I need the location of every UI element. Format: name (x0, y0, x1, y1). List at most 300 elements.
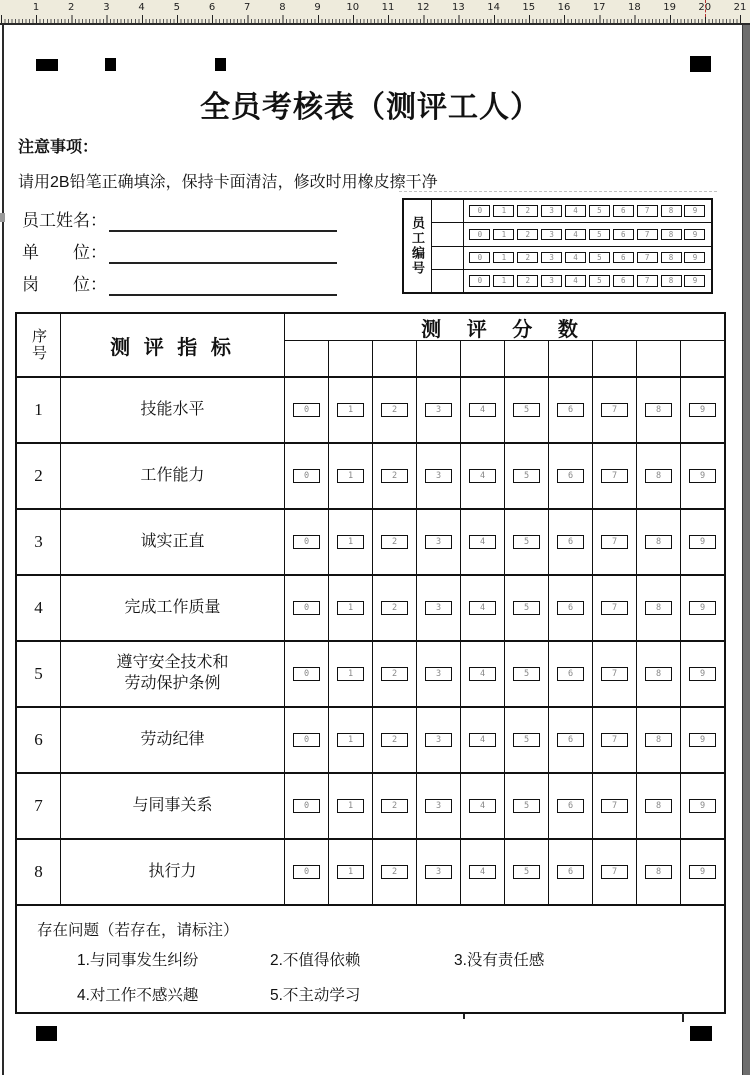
score-cell (416, 640, 460, 706)
score-table (15, 312, 726, 906)
digit-bubble-5[interactable]: 5 (513, 865, 540, 879)
score-cell (460, 574, 504, 640)
ruler-number: 20 (698, 2, 712, 13)
digit-bubble-3[interactable]: 3 (425, 469, 452, 483)
digit-bubble-7[interactable]: 7 (601, 535, 628, 549)
digit-bubble-9[interactable]: 9 (689, 799, 716, 813)
score-cell (680, 772, 724, 838)
row-number: 1 (17, 376, 60, 442)
score-cell (636, 706, 680, 772)
digit-bubble-7[interactable]: 7 (601, 469, 628, 483)
digit-bubble-4[interactable]: 4 (565, 252, 586, 264)
ruler-number: 2 (68, 2, 75, 13)
problems-title: 存在问题（若存在，请标注） (37, 922, 239, 939)
score-cell (680, 574, 724, 640)
score-cell (592, 640, 636, 706)
score-cell (680, 508, 724, 574)
ruler-number: 7 (244, 2, 251, 13)
digit-bubble-1[interactable]: 1 (493, 229, 514, 241)
score-cell (592, 706, 636, 772)
score-cell (372, 508, 416, 574)
digit-bubble-1[interactable]: 1 (337, 865, 364, 879)
digit-bubble-3[interactable]: 3 (541, 229, 562, 241)
digit-bubble-4[interactable]: 4 (469, 469, 496, 483)
score-cell (504, 574, 548, 640)
digit-bubble-5[interactable]: 5 (513, 403, 540, 417)
digit-bubble-2[interactable]: 2 (381, 865, 408, 879)
digit-bubble-5[interactable]: 5 (513, 535, 540, 549)
score-cell (504, 376, 548, 442)
digit-bubble-3[interactable]: 3 (425, 733, 452, 747)
digit-bubble-7[interactable]: 7 (601, 799, 628, 813)
sync-tick-right (682, 1012, 684, 1022)
score-cell (680, 706, 724, 772)
digit-bubble-7[interactable]: 7 (601, 667, 628, 681)
score-cell (328, 640, 372, 706)
digit-bubble-8[interactable]: 8 (645, 667, 672, 681)
digit-bubble-6[interactable]: 6 (557, 667, 584, 681)
registration-mark-top-left (36, 59, 58, 71)
digit-bubble-7[interactable]: 7 (601, 601, 628, 615)
problems-box (15, 906, 726, 1014)
digit-bubble-5[interactable]: 5 (589, 275, 610, 287)
header-index: 序号 (30, 328, 47, 362)
score-cell (460, 706, 504, 772)
digit-bubble-6[interactable]: 6 (613, 275, 634, 287)
digit-bubble-1[interactable]: 1 (337, 403, 364, 417)
score-cell (592, 574, 636, 640)
digit-bubble-9[interactable]: 9 (684, 252, 705, 264)
employee-id-rows (432, 200, 711, 292)
digit-bubble-9[interactable]: 9 (689, 865, 716, 879)
digit-bubble-6[interactable]: 6 (557, 733, 584, 747)
score-cell (328, 508, 372, 574)
score-cell (592, 772, 636, 838)
registration-mark-bottom-left (36, 1026, 57, 1041)
digit-bubble-6[interactable]: 6 (613, 252, 634, 264)
digit-bubble-7[interactable]: 7 (601, 865, 628, 879)
page-left-edge (2, 25, 4, 1075)
digit-bubble-0[interactable]: 0 (469, 275, 490, 287)
employee-id-write-cell[interactable] (432, 223, 464, 245)
indicator-name: 工作能力 (60, 442, 284, 508)
registration-mark-top-2 (105, 58, 116, 71)
registration-mark-top-3 (215, 58, 226, 71)
digit-bubble-5[interactable]: 5 (589, 205, 610, 217)
indicator-name: 劳动纪律 (60, 706, 284, 772)
row-number: 7 (17, 772, 60, 838)
digit-bubble-2[interactable]: 2 (517, 275, 538, 287)
digit-bubble-2[interactable]: 2 (381, 535, 408, 549)
score-cell (416, 376, 460, 442)
score-cell (504, 838, 548, 904)
digit-bubble-3[interactable]: 3 (541, 205, 562, 217)
unit-input-line[interactable] (109, 240, 337, 264)
digit-bubble-3[interactable]: 3 (425, 667, 452, 681)
score-cell (504, 640, 548, 706)
digit-bubble-9[interactable]: 9 (689, 601, 716, 615)
ruler-number: 11 (381, 2, 395, 13)
notice-label: 注意事项： (18, 139, 99, 156)
score-cell (636, 376, 680, 442)
score-cell (328, 574, 372, 640)
ruler-number: 9 (314, 2, 321, 13)
post-input-line[interactable] (109, 272, 337, 296)
digit-bubble-1[interactable]: 1 (337, 667, 364, 681)
instruction-text: 请用2B铅笔正确填涂，保持卡面清洁，修改时用橡皮擦干净 (18, 174, 438, 191)
employee-id-write-cell[interactable] (432, 200, 464, 222)
digit-bubble-5[interactable]: 5 (513, 733, 540, 747)
horizontal-ruler[interactable] (0, 0, 750, 25)
digit-bubble-8[interactable]: 8 (645, 601, 672, 615)
score-cell (284, 376, 328, 442)
digit-bubble-4[interactable]: 4 (469, 535, 496, 549)
registration-mark-top-right (690, 56, 711, 72)
score-subheader-cell (460, 340, 504, 376)
digit-bubble-9[interactable]: 9 (684, 229, 705, 241)
score-subheader-cell (328, 340, 372, 376)
digit-bubble-1[interactable]: 1 (337, 601, 364, 615)
digit-bubble-0[interactable]: 0 (293, 403, 320, 417)
digit-bubble-5[interactable]: 5 (513, 799, 540, 813)
score-cell (548, 640, 592, 706)
ruler-number: 17 (592, 2, 606, 13)
digit-bubble-0[interactable]: 0 (293, 469, 320, 483)
digit-bubble-9[interactable]: 9 (684, 205, 705, 217)
score-cell (460, 376, 504, 442)
ruler-number: 3 (103, 2, 110, 13)
score-cell (372, 772, 416, 838)
score-cell (504, 772, 548, 838)
score-cell (636, 574, 680, 640)
digit-bubble-8[interactable]: 8 (645, 865, 672, 879)
row-number: 3 (17, 508, 60, 574)
score-cell (548, 442, 592, 508)
score-cell (416, 574, 460, 640)
ruler-number: 16 (557, 2, 571, 13)
digit-bubble-0[interactable]: 0 (293, 865, 320, 879)
score-cell (416, 508, 460, 574)
ruler-number: 6 (208, 2, 216, 13)
digit-bubble-3[interactable]: 3 (425, 535, 452, 549)
registration-mark-bottom-right (690, 1026, 712, 1041)
digit-bubble-8[interactable]: 8 (645, 733, 672, 747)
digit-bubble-2[interactable]: 2 (517, 252, 538, 264)
digit-bubble-7[interactable]: 7 (637, 252, 658, 264)
digit-bubble-5[interactable]: 5 (589, 229, 610, 241)
digit-bubble-8[interactable]: 8 (661, 229, 682, 241)
digit-bubble-4[interactable]: 4 (469, 799, 496, 813)
score-cell (548, 838, 592, 904)
score-cell (284, 772, 328, 838)
field-employee-name (22, 208, 337, 232)
digit-bubble-3[interactable]: 3 (425, 799, 452, 813)
score-cell (548, 376, 592, 442)
employee-id-write-cell[interactable] (432, 270, 464, 292)
indicator-name: 完成工作质量 (60, 574, 284, 640)
ruler-number: 15 (522, 2, 536, 13)
digit-bubble-9[interactable]: 9 (689, 403, 716, 417)
indicator-name: 执行力 (60, 838, 284, 904)
row-number: 6 (17, 706, 60, 772)
row-number: 8 (17, 838, 60, 904)
score-subheader-cell (416, 340, 460, 376)
digit-bubble-6[interactable]: 6 (613, 205, 634, 217)
digit-bubble-8[interactable]: 8 (661, 252, 682, 264)
problem-item-5: 5.不主动学习 (270, 987, 361, 1004)
digit-bubble-3[interactable]: 3 (425, 865, 452, 879)
digit-bubble-1[interactable]: 1 (337, 535, 364, 549)
digit-bubble-7[interactable]: 7 (637, 205, 658, 217)
indicator-name: 诚实正直 (60, 508, 284, 574)
field-post (22, 272, 337, 296)
score-cell (592, 508, 636, 574)
digit-bubble-2[interactable]: 2 (517, 205, 538, 217)
score-cell (504, 706, 548, 772)
score-cell (328, 772, 372, 838)
score-cell (284, 640, 328, 706)
ruler-number: 14 (487, 2, 500, 13)
digit-bubble-0[interactable]: 0 (469, 252, 490, 264)
score-cell (548, 508, 592, 574)
digit-bubble-0[interactable]: 0 (293, 667, 320, 681)
digit-bubble-0[interactable]: 0 (293, 733, 320, 747)
digit-bubble-1[interactable]: 1 (337, 799, 364, 813)
digit-bubble-2[interactable]: 2 (381, 403, 408, 417)
score-cell (416, 442, 460, 508)
header-indicator: 测 评 指 标 (60, 314, 284, 376)
problem-item-1: 1.与同事发生纠纷 (77, 952, 199, 969)
score-cell (416, 772, 460, 838)
score-cell (636, 640, 680, 706)
score-cell (416, 838, 460, 904)
digit-bubble-6[interactable]: 6 (557, 403, 584, 417)
score-cell (460, 838, 504, 904)
ruler-number: 4 (138, 2, 145, 13)
digit-bubble-4[interactable]: 4 (469, 601, 496, 615)
table-gridline-dashed (399, 191, 717, 192)
score-subheader-cell (592, 340, 636, 376)
score-cell (548, 772, 592, 838)
digit-bubble-2[interactable]: 2 (517, 229, 538, 241)
digit-bubble-9[interactable]: 9 (689, 733, 716, 747)
score-subheader-cell (636, 340, 680, 376)
digit-bubble-9[interactable]: 9 (689, 535, 716, 549)
header-score: 测 评 分 数 (284, 314, 724, 340)
employee-id-row-4 (432, 269, 711, 292)
score-cell (592, 376, 636, 442)
digit-bubble-6[interactable]: 6 (557, 601, 584, 615)
employee-id-label: 员工编号 (404, 200, 432, 292)
digit-bubble-2[interactable]: 2 (381, 601, 408, 615)
digit-bubble-5[interactable]: 5 (513, 667, 540, 681)
digit-bubble-4[interactable]: 4 (469, 733, 496, 747)
score-cell (460, 508, 504, 574)
employee-id-write-cell[interactable] (432, 247, 464, 269)
ruler-number: 8 (279, 2, 286, 13)
left-margin-marker (0, 213, 5, 222)
row-number: 2 (17, 442, 60, 508)
score-cell (372, 838, 416, 904)
score-cell (548, 706, 592, 772)
score-cell (284, 838, 328, 904)
employee-id-bubble-strip (464, 200, 711, 222)
ruler-number: 21 (733, 2, 747, 13)
score-cell (592, 442, 636, 508)
digit-bubble-8[interactable]: 8 (645, 469, 672, 483)
digit-bubble-5[interactable]: 5 (589, 252, 610, 264)
digit-bubble-1[interactable]: 1 (493, 252, 514, 264)
score-cell (680, 376, 724, 442)
digit-bubble-6[interactable]: 6 (557, 535, 584, 549)
score-cell (416, 706, 460, 772)
ruler-number: 18 (628, 2, 641, 13)
employee-id-bubble-strip (464, 247, 711, 269)
ruler-margin-guide (705, 0, 706, 17)
digit-bubble-1[interactable]: 1 (493, 205, 514, 217)
digit-bubble-0[interactable]: 0 (469, 205, 490, 217)
score-cell (636, 772, 680, 838)
score-cell (372, 640, 416, 706)
score-cell (328, 442, 372, 508)
score-subheader-cell (284, 340, 328, 376)
digit-bubble-5[interactable]: 5 (513, 601, 540, 615)
field-unit (22, 240, 337, 264)
digit-bubble-1[interactable]: 1 (337, 469, 364, 483)
employee-name-label: 员工姓名： (22, 211, 107, 230)
digit-bubble-4[interactable]: 4 (469, 403, 496, 417)
employee-id-row-2 (432, 222, 711, 245)
digit-bubble-8[interactable]: 8 (645, 535, 672, 549)
score-subheader-cell (372, 340, 416, 376)
problem-item-3: 3.没有责任感 (454, 952, 545, 969)
post-label: 岗 位： (22, 275, 107, 294)
score-subheader-cell (680, 340, 724, 376)
score-cell (680, 640, 724, 706)
row-number: 4 (17, 574, 60, 640)
digit-bubble-7[interactable]: 7 (601, 733, 628, 747)
employee-id-bubble-strip (464, 270, 711, 292)
score-cell (372, 442, 416, 508)
score-cell (636, 838, 680, 904)
digit-bubble-4[interactable]: 4 (469, 865, 496, 879)
score-cell (284, 574, 328, 640)
score-cell (460, 442, 504, 508)
digit-bubble-8[interactable]: 8 (661, 205, 682, 217)
score-subheader-cell (548, 340, 592, 376)
employee-id-row-1 (432, 200, 711, 222)
score-cell (284, 706, 328, 772)
score-cell (460, 772, 504, 838)
score-cell (680, 442, 724, 508)
score-cell (504, 508, 548, 574)
score-cell (372, 574, 416, 640)
digit-bubble-3[interactable]: 3 (425, 403, 452, 417)
ruler-number: 1 (32, 2, 40, 13)
problem-item-4: 4.对工作不感兴趣 (77, 987, 199, 1004)
score-cell (460, 640, 504, 706)
ruler-number: 5 (173, 2, 180, 13)
indicator-name: 与同事关系 (60, 772, 284, 838)
employee-id-row-3 (432, 246, 711, 269)
problem-item-2: 2.不值得依赖 (270, 952, 361, 969)
digit-bubble-0[interactable]: 0 (293, 535, 320, 549)
digit-bubble-8[interactable]: 8 (661, 275, 682, 287)
score-cell (328, 376, 372, 442)
digit-bubble-2[interactable]: 2 (381, 733, 408, 747)
ruler-ticks (0, 15, 741, 23)
digit-bubble-0[interactable]: 0 (293, 799, 320, 813)
score-cell (636, 442, 680, 508)
ruler-number: 10 (346, 2, 360, 13)
digit-bubble-6[interactable]: 6 (557, 469, 584, 483)
digit-bubble-9[interactable]: 9 (689, 667, 716, 681)
score-cell (328, 838, 372, 904)
digit-bubble-1[interactable]: 1 (493, 275, 514, 287)
digit-bubble-7[interactable]: 7 (601, 403, 628, 417)
sync-tick-left (463, 1014, 465, 1019)
score-cell (372, 376, 416, 442)
digit-bubble-4[interactable]: 4 (565, 205, 586, 217)
digit-bubble-9[interactable]: 9 (684, 275, 705, 287)
employee-id-box (402, 198, 713, 294)
score-cell (328, 706, 372, 772)
employee-name-input-line[interactable] (109, 208, 337, 232)
score-cell (284, 508, 328, 574)
digit-bubble-8[interactable]: 8 (645, 403, 672, 417)
indicator-name: 遵守安全技术和 劳动保护条例 (60, 640, 284, 706)
indicator-name: 技能水平 (60, 376, 284, 442)
score-cell (372, 706, 416, 772)
score-cell (636, 508, 680, 574)
page-right-edge (742, 25, 750, 1075)
digit-bubble-4[interactable]: 4 (565, 275, 586, 287)
score-subheader-cell (504, 340, 548, 376)
row-number: 5 (17, 640, 60, 706)
digit-bubble-2[interactable]: 2 (381, 667, 408, 681)
digit-bubble-8[interactable]: 8 (645, 799, 672, 813)
score-cell (504, 442, 548, 508)
digit-bubble-6[interactable]: 6 (557, 799, 584, 813)
digit-bubble-2[interactable]: 2 (381, 799, 408, 813)
ruler-number: 13 (452, 2, 465, 13)
digit-bubble-3[interactable]: 3 (541, 252, 562, 264)
score-cell (680, 838, 724, 904)
digit-bubble-0[interactable]: 0 (469, 229, 490, 241)
form-title: 全员考核表（测评工人） (200, 91, 541, 124)
score-cell (592, 838, 636, 904)
digit-bubble-6[interactable]: 6 (557, 865, 584, 879)
ruler-number: 12 (416, 2, 430, 13)
digit-bubble-4[interactable]: 4 (469, 667, 496, 681)
digit-bubble-0[interactable]: 0 (293, 601, 320, 615)
digit-bubble-4[interactable]: 4 (565, 229, 586, 241)
employee-id-bubble-strip (464, 223, 711, 245)
digit-bubble-7[interactable]: 7 (637, 275, 658, 287)
score-cell (548, 574, 592, 640)
digit-bubble-7[interactable]: 7 (637, 229, 658, 241)
digit-bubble-3[interactable]: 3 (425, 601, 452, 615)
digit-bubble-9[interactable]: 9 (689, 469, 716, 483)
digit-bubble-5[interactable]: 5 (513, 469, 540, 483)
score-cell (284, 442, 328, 508)
digit-bubble-2[interactable]: 2 (381, 469, 408, 483)
digit-bubble-3[interactable]: 3 (541, 275, 562, 287)
digit-bubble-6[interactable]: 6 (613, 229, 634, 241)
unit-label: 单 位： (22, 243, 107, 262)
ruler-number: 19 (663, 2, 676, 13)
digit-bubble-1[interactable]: 1 (337, 733, 364, 747)
